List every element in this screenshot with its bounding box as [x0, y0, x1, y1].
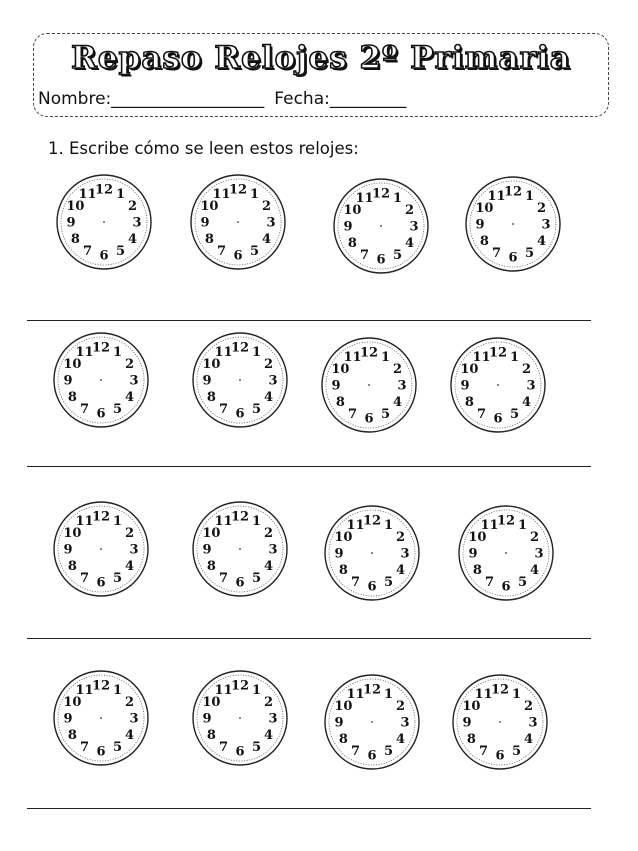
clock-numeral: 11: [355, 190, 374, 206]
clock-face: [190, 499, 290, 599]
clock-numeral: 10: [343, 203, 362, 218]
clock-numeral: 11: [480, 517, 499, 533]
clock-numeral: 2: [530, 530, 540, 545]
clock-numeral: 1: [380, 349, 391, 365]
clock-numeral: 12: [91, 509, 111, 525]
clock-face: [331, 176, 431, 276]
clock-numeral: 11: [75, 344, 94, 360]
clock-numeral: 1: [251, 344, 262, 360]
clock-numeral: 8: [466, 732, 476, 747]
answer-line-4[interactable]: [27, 808, 591, 809]
clock-numeral: 6: [501, 579, 511, 595]
clock-numeral: 9: [334, 715, 344, 731]
clock-numeral: 5: [251, 571, 262, 587]
clock-numeral: 1: [524, 188, 535, 204]
answer-line-3[interactable]: [27, 638, 591, 639]
clock-face: [448, 335, 548, 435]
center-dot: [499, 721, 501, 723]
clock-numeral: 7: [218, 740, 229, 756]
clock-numeral: 6: [364, 411, 374, 427]
clock-face: [190, 668, 290, 768]
clock-numeral: 2: [264, 526, 274, 541]
clock-face: [51, 499, 151, 599]
clock-face: [456, 503, 556, 603]
clock-numeral: 3: [268, 711, 278, 727]
clock-numeral: 4: [264, 390, 274, 405]
clock-numeral: 5: [112, 571, 123, 587]
clock-numeral: 1: [249, 186, 260, 202]
clock-numeral: 5: [251, 740, 262, 756]
center-dot: [368, 384, 370, 386]
clock-numeral: 6: [367, 748, 377, 764]
clock-numeral: 2: [264, 695, 274, 710]
clock-numeral: 3: [129, 373, 139, 389]
clock-face: [54, 172, 154, 272]
center-dot: [100, 548, 102, 550]
clock-numeral: 8: [67, 728, 77, 743]
clock-numeral: 6: [235, 575, 245, 591]
clock-numeral: 12: [362, 513, 382, 529]
clock-numeral: 4: [125, 728, 135, 743]
clock-numeral: 10: [460, 362, 479, 377]
clock-face: [322, 672, 422, 772]
clock-numeral: 9: [475, 217, 485, 233]
clock-numeral: 2: [125, 357, 135, 372]
clock-numeral: 12: [91, 678, 111, 694]
clock-numeral: 9: [63, 542, 73, 558]
clock-numeral: 8: [338, 732, 348, 747]
clock-numeral: 8: [67, 390, 77, 405]
clock-numeral: 7: [350, 575, 361, 591]
clock-numeral: 12: [496, 513, 516, 529]
center-dot: [237, 221, 239, 223]
clock-numeral: 9: [331, 378, 341, 394]
clock-numeral: 12: [503, 184, 523, 200]
clock-numeral: 7: [216, 244, 227, 260]
clock-numeral: 3: [541, 217, 551, 233]
clock-face: [319, 335, 419, 435]
clock-numeral: 4: [524, 732, 534, 747]
clock-numeral: 4: [393, 395, 403, 410]
clock-numeral: 5: [380, 407, 391, 423]
center-dot: [239, 379, 241, 381]
clock-numeral: 2: [405, 203, 415, 218]
center-dot: [371, 552, 373, 554]
clock-numeral: 9: [343, 219, 353, 235]
clock-numeral: 7: [82, 244, 93, 260]
clock-numeral: 6: [493, 411, 503, 427]
clock-numeral: 9: [200, 215, 210, 231]
clock-numeral: 2: [537, 201, 547, 216]
clock-numeral: 4: [125, 559, 135, 574]
exercise-instruction: 1. Escribe cómo se leen estos relojes:: [48, 139, 359, 158]
clock-numeral: 2: [264, 357, 274, 372]
clock-numeral: 10: [334, 699, 353, 714]
clock-numeral: 2: [125, 695, 135, 710]
answer-line-1[interactable]: [27, 320, 591, 321]
center-dot: [505, 552, 507, 554]
clock-numeral: 5: [392, 248, 403, 264]
name-date-fields: [38, 89, 406, 109]
clock-numeral: 1: [509, 349, 520, 365]
clock-numeral: 3: [268, 542, 278, 558]
clock-numeral: 1: [392, 190, 403, 206]
clock-numeral: 3: [268, 373, 278, 389]
clock-numeral: 12: [230, 509, 250, 525]
clock-numeral: 3: [526, 378, 536, 394]
date-label: Fecha:: [274, 89, 330, 109]
clock-numeral: 5: [383, 744, 394, 760]
clock-numeral: 1: [112, 344, 123, 360]
center-dot: [512, 223, 514, 225]
clock-numeral: 4: [537, 234, 547, 249]
clock-numeral: 2: [524, 699, 534, 714]
clock-numeral: 6: [376, 252, 386, 268]
clock-numeral: 4: [264, 728, 274, 743]
name-blank[interactable]: __________________: [111, 89, 265, 109]
clock-numeral: 4: [264, 559, 274, 574]
clock-numeral: 9: [334, 546, 344, 562]
clock-numeral: 8: [206, 559, 216, 574]
clock-numeral: 7: [79, 740, 90, 756]
clock-numeral: 9: [202, 711, 212, 727]
clock-numeral: 12: [359, 345, 379, 361]
clock-numeral: 9: [460, 378, 470, 394]
clock-numeral: 6: [235, 406, 245, 422]
clock-face: [463, 174, 563, 274]
clock-numeral: 3: [400, 715, 410, 731]
clock-numeral: 11: [75, 682, 94, 698]
clock-numeral: 12: [228, 182, 248, 198]
clock-numeral: 4: [405, 236, 415, 251]
clock-numeral: 11: [214, 513, 233, 529]
clock-numeral: 12: [371, 186, 391, 202]
clock-numeral: 2: [393, 362, 403, 377]
clock-numeral: 7: [79, 402, 90, 418]
clock-numeral: 8: [335, 395, 345, 410]
clock-numeral: 2: [128, 199, 138, 214]
clock-numeral: 11: [487, 188, 506, 204]
clock-numeral: 8: [472, 563, 482, 578]
clock-numeral: 9: [202, 373, 212, 389]
clock-numeral: 10: [331, 362, 350, 377]
clock-numeral: 4: [125, 390, 135, 405]
clock-numeral: 3: [129, 542, 139, 558]
center-dot: [100, 717, 102, 719]
clock-numeral: 12: [94, 182, 114, 198]
clock-numeral: 8: [67, 559, 77, 574]
clock-numeral: 1: [115, 186, 126, 202]
clock-numeral: 7: [347, 407, 358, 423]
clock-numeral: 11: [343, 349, 362, 365]
clock-numeral: 7: [478, 744, 489, 760]
clock-numeral: 12: [490, 682, 510, 698]
clock-numeral: 5: [249, 244, 260, 260]
clock-face: [51, 330, 151, 430]
center-dot: [380, 225, 382, 227]
clock-numeral: 3: [528, 715, 538, 731]
clock-numeral: 3: [400, 546, 410, 562]
clock-numeral: 4: [522, 395, 532, 410]
clock-numeral: 1: [383, 517, 394, 533]
clock-numeral: 7: [79, 571, 90, 587]
clock-numeral: 7: [476, 407, 487, 423]
clock-numeral: 12: [230, 678, 250, 694]
clock-numeral: 8: [206, 728, 216, 743]
clock-numeral: 11: [346, 686, 365, 702]
clock-numeral: 10: [462, 699, 481, 714]
clock-numeral: 9: [468, 546, 478, 562]
clock-numeral: 3: [397, 378, 407, 394]
clock-numeral: 10: [200, 199, 219, 214]
clock-numeral: 4: [396, 732, 406, 747]
center-dot: [239, 717, 241, 719]
clock-numeral: 4: [396, 563, 406, 578]
page-title: Repaso Relojes 2º Primaria: [71, 40, 571, 76]
clock-numeral: 10: [468, 530, 487, 545]
clock-numeral: 4: [128, 232, 138, 247]
clock-numeral: 11: [214, 682, 233, 698]
answer-line-2[interactable]: [27, 466, 591, 467]
clock-numeral: 8: [206, 390, 216, 405]
clock-numeral: 5: [383, 575, 394, 591]
clock-numeral: 1: [112, 513, 123, 529]
clock-numeral: 10: [66, 199, 85, 214]
clock-numeral: 8: [204, 232, 214, 247]
clock-numeral: 6: [235, 744, 245, 760]
clock-numeral: 1: [383, 686, 394, 702]
clock-face: [188, 172, 288, 272]
clock-face: [51, 668, 151, 768]
clock-numeral: 3: [132, 215, 142, 231]
clock-numeral: 11: [78, 186, 97, 202]
clock-numeral: 12: [488, 345, 508, 361]
clock-numeral: 1: [112, 682, 123, 698]
clock-numeral: 6: [233, 248, 243, 264]
clock-face: [322, 503, 422, 603]
clock-numeral: 10: [63, 695, 82, 710]
clock-numeral: 12: [362, 682, 382, 698]
clock-numeral: 10: [334, 530, 353, 545]
clock-numeral: 2: [262, 199, 272, 214]
clock-numeral: 3: [266, 215, 276, 231]
center-dot: [100, 379, 102, 381]
clock-numeral: 5: [251, 402, 262, 418]
center-dot: [497, 384, 499, 386]
clock-numeral: 3: [129, 711, 139, 727]
clock-numeral: 7: [491, 246, 502, 262]
clock-face: [450, 672, 550, 772]
clock-numeral: 2: [125, 526, 135, 541]
clock-numeral: 11: [472, 349, 491, 365]
clock-numeral: 5: [112, 740, 123, 756]
clock-numeral: 8: [70, 232, 80, 247]
clock-numeral: 5: [112, 402, 123, 418]
clock-numeral: 10: [63, 526, 82, 541]
clock-numeral: 6: [96, 406, 106, 422]
clock-numeral: 7: [218, 571, 229, 587]
name-label: Nombre:: [38, 89, 112, 109]
clock-numeral: 11: [346, 517, 365, 533]
clock-numeral: 8: [464, 395, 474, 410]
clock-numeral: 1: [251, 513, 262, 529]
clock-numeral: 11: [214, 344, 233, 360]
clock-numeral: 1: [251, 682, 262, 698]
clock-numeral: 12: [230, 340, 250, 356]
clock-face: [190, 330, 290, 430]
clock-numeral: 11: [212, 186, 231, 202]
clock-numeral: 10: [63, 357, 82, 372]
clock-numeral: 2: [396, 530, 406, 545]
clock-numeral: 6: [508, 250, 518, 266]
clock-numeral: 7: [350, 744, 361, 760]
clock-numeral: 5: [509, 407, 520, 423]
clock-numeral: 12: [91, 340, 111, 356]
clock-numeral: 6: [495, 748, 505, 764]
clock-numeral: 6: [96, 575, 106, 591]
clock-numeral: 5: [524, 246, 535, 262]
clock-numeral: 8: [338, 563, 348, 578]
date-blank[interactable]: _________: [329, 89, 407, 109]
clock-numeral: 6: [367, 579, 377, 595]
clock-numeral: 3: [534, 546, 544, 562]
clock-numeral: 4: [530, 563, 540, 578]
clock-numeral: 2: [522, 362, 532, 377]
clock-numeral: 8: [479, 234, 489, 249]
clock-numeral: 7: [484, 575, 495, 591]
clock-numeral: 9: [63, 373, 73, 389]
clock-numeral: 2: [396, 699, 406, 714]
clock-numeral: 10: [475, 201, 494, 216]
clock-numeral: 3: [409, 219, 419, 235]
center-dot: [239, 548, 241, 550]
clock-numeral: 10: [202, 526, 221, 541]
clock-numeral: 5: [517, 575, 528, 591]
clock-numeral: 11: [75, 513, 94, 529]
clock-numeral: 6: [99, 248, 109, 264]
clock-numeral: 9: [66, 215, 76, 231]
clock-numeral: 8: [347, 236, 357, 251]
center-dot: [103, 221, 105, 223]
clock-numeral: 6: [96, 744, 106, 760]
clock-numeral: 5: [115, 244, 126, 260]
clock-numeral: 10: [202, 695, 221, 710]
clock-numeral: 9: [63, 711, 73, 727]
clock-numeral: 1: [511, 686, 522, 702]
header-box: [33, 33, 609, 117]
clock-numeral: 4: [262, 232, 272, 247]
clock-numeral: 1: [517, 517, 528, 533]
center-dot: [371, 721, 373, 723]
clock-numeral: 7: [218, 402, 229, 418]
clock-numeral: 11: [474, 686, 493, 702]
clock-numeral: 10: [202, 357, 221, 372]
clock-numeral: 9: [202, 542, 212, 558]
clock-numeral: 7: [359, 248, 370, 264]
clock-numeral: 9: [462, 715, 472, 731]
clock-numeral: 5: [511, 744, 522, 760]
